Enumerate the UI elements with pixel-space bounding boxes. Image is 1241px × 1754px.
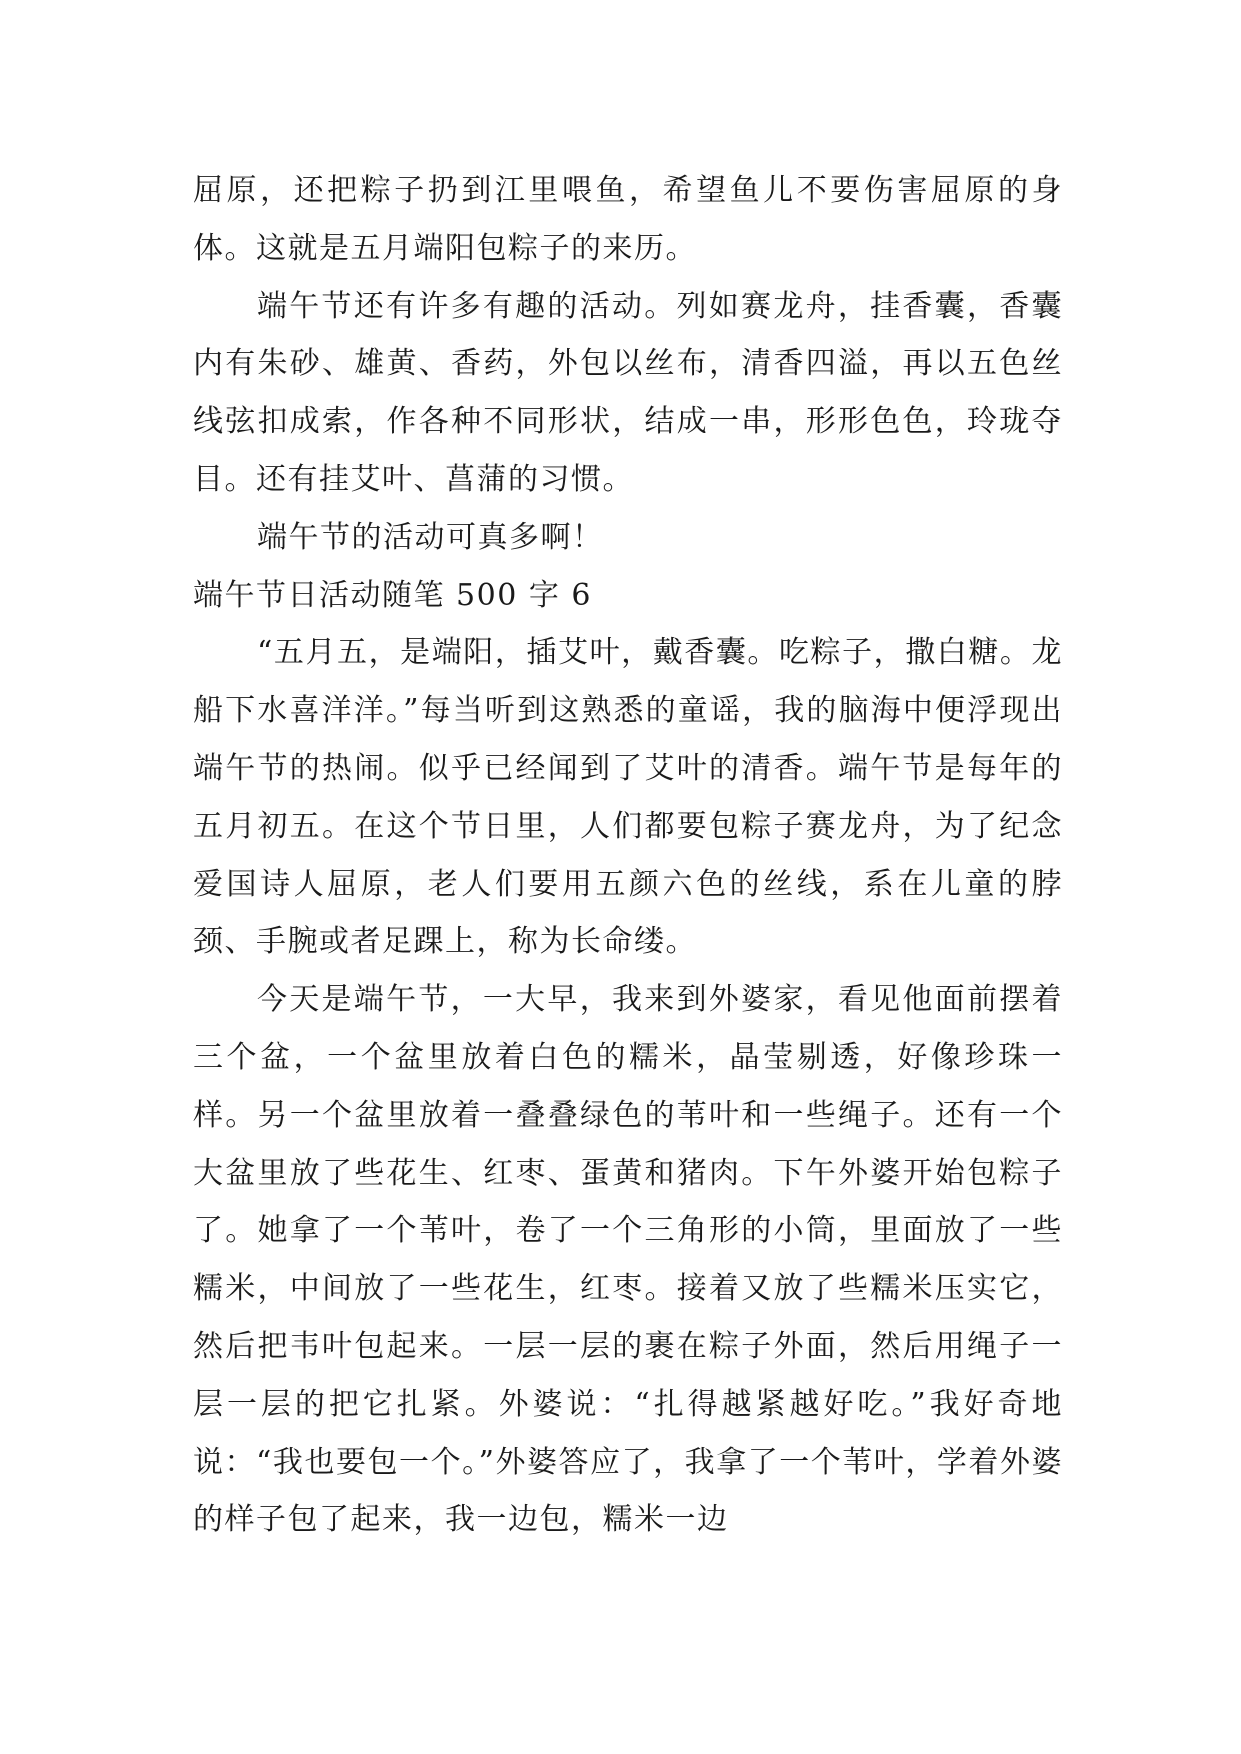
paragraph-5: 今天是端午节，一大早，我来到外婆家，看见他面前摆着三个盆，一个盆里放着白色的糯米，晶莹剔透，好像珍珠一样。另一个盆里放着一叠叠绿色的苇叶和一些绳子。还有一个大盆里放了些花生、红枣、蛋黄和猪肉。下午外婆开始包粽子了。她拿了一个苇叶，卷了一个三角形的小筒，里面放了一些糯米，中间放了一些花生，红枣。接着又放了些糯米压实它，然后把韦叶包起来。一层一层的裹在粽子外面，然后用绳子一层一层的把它扎紧。外婆说：“扎得越紧越好吃。”我好奇地说：“我也要包一个。”外婆答应了，我拿了一个苇叶，学着外婆的样子包了起来，我一边包，糯米一边 [193, 982, 1063, 1538]
paragraph-1: 屈原，还把粽子扔到江里喂鱼，希望鱼儿不要伤害屈原的身体。这就是五月端阳包粽子的来历。 [193, 173, 1063, 266]
paragraph-3: 端午节的活动可真多啊！ [257, 519, 604, 555]
document-page [193, 162, 1063, 1549]
section-heading: 端午节日活动随笔 500 字 6 [193, 577, 592, 613]
paragraph-2: 端午节还有许多有趣的活动。列如赛龙舟，挂香囊，香囊内有朱砂、雄黄、香药，外包以丝布，清香四溢，再以五色丝线弦扣成索，作各种不同形状，结成一串，形形色色，玲珑夺目。还有挂艾叶、菖蒲的习惯。 [193, 288, 1063, 497]
paragraph-4: “五月五，是端阳，插艾叶，戴香囊。吃粽子，撒白糖。龙船下水喜洋洋。”每当听到这熟悉的童谣，我的脑海中便浮现出端午节的热闹。似乎已经闻到了艾叶的清香。端午节是每年的五月初五。在这个节日里，人们都要包粽子赛龙舟，为了纪念爱国诗人屈原，老人们要用五颜六色的丝线，系在儿童的脖颈、手腕或者足踝上，称为长命缕。 [193, 635, 1063, 960]
